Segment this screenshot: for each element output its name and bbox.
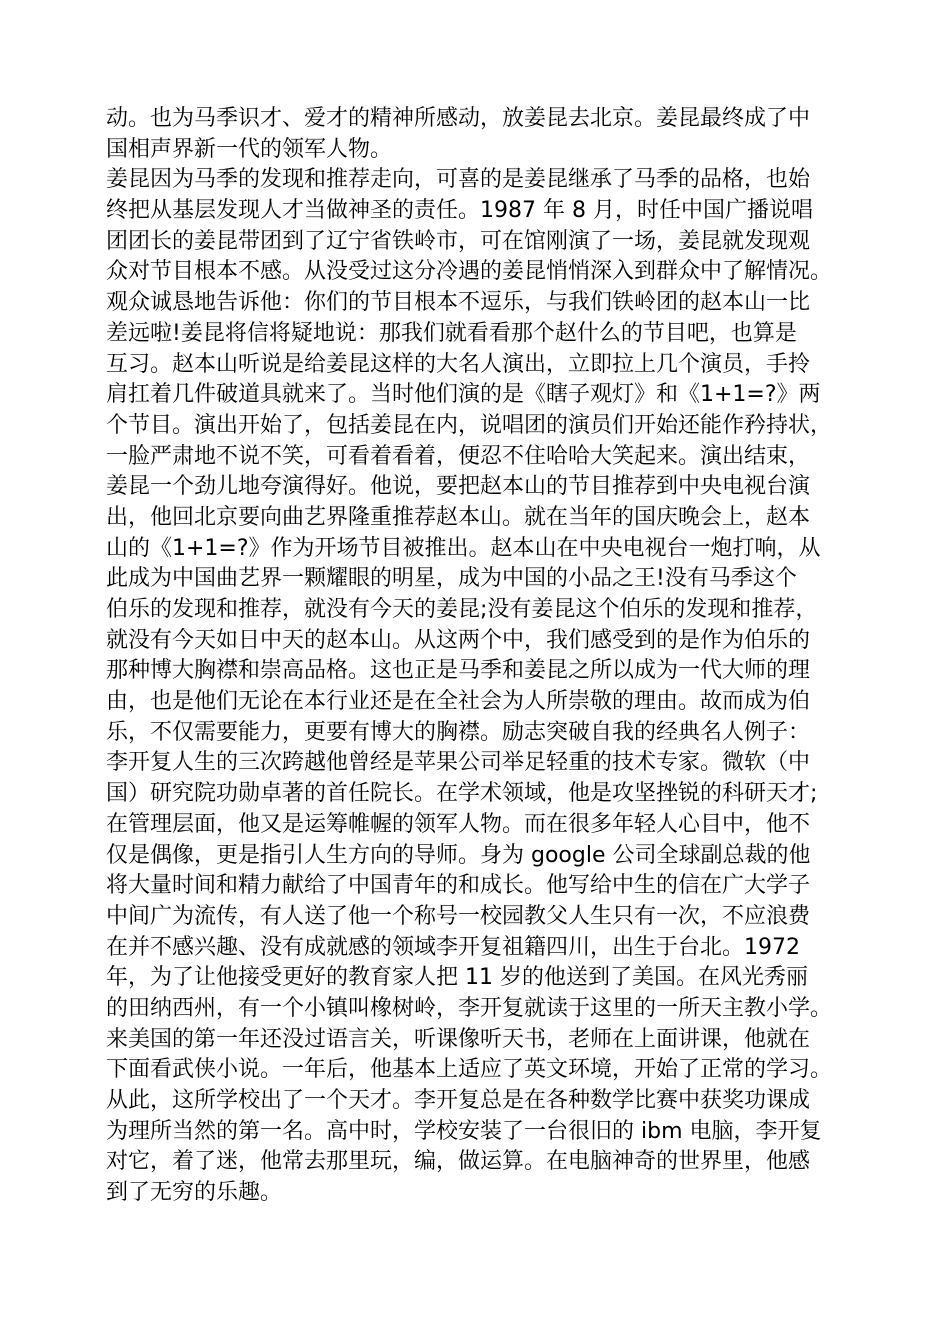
text-line: 终把从基层发现人才当做神圣的责任。1987 年 8 月，时任中国广播说唱	[106, 198, 813, 224]
text-line: 那种博大胸襟和崇高品格。这也正是马季和姜昆之所以成为一代大师的理	[106, 658, 811, 684]
text-line: 年，为了让他接受更好的教育家人把 11 岁的他送到了美国。在风光秀丽	[106, 965, 808, 991]
text-line: 由，也是他们无论在本行业还是在全社会为人所崇敬的理由。故而成为伯	[106, 689, 811, 715]
text-line: 李开复人生的三次跨越他曾经是苹果公司举足轻重的技术专家。微软（中	[106, 750, 811, 776]
text-line: 将大量时间和精力献给了中国青年的和成长。他写给中生的信在广大学子	[106, 873, 811, 899]
text-line: 观众诚恳地告诉他：你们的节目根本不逗乐，与我们铁岭团的赵本山一比	[106, 290, 811, 316]
text-line: 出，他回北京要向曲艺界隆重推荐赵本山。就在当年的国庆晚会上，赵本	[106, 504, 811, 530]
text-line: 团团长的姜昆带团到了辽宁省铁岭市，可在馆刚演了一场，姜昆就发现观	[106, 228, 811, 254]
text-line: 一脸严肃地不说不笑，可看着看着，便忍不住哈哈大笑起来。演出结束，	[106, 443, 811, 469]
text-line: 下面看武侠小说。一年后，他基本上适应了英文环境，开始了正常的学习。	[106, 1057, 833, 1083]
text-line: 个节目。演出开始了，包括姜昆在内，说唱团的演员们开始还能作矜持状，	[106, 412, 833, 438]
text-line: 姜昆一个劲儿地夸演得好。他说，要把赵本山的节目推荐到中央电视台演	[106, 474, 811, 500]
text-line: 互习。赵本山听说是给姜昆这样的大名人演出，立即拉上几个演员，手拎	[106, 351, 811, 377]
text-line: 在管理层面，他又是运筹帷幄的领军人物。而在很多年轻人心目中，他不	[106, 811, 811, 837]
text-line: 肩扛着几件破道具就来了。当时他们演的是《瞎子观灯》和《1+1=?》两	[106, 382, 821, 408]
text-line: 在并不感兴趣、没有成就感的领域李开复祖籍四川，出生于台北。1972	[106, 934, 800, 960]
body-text	[106, 104, 876, 1209]
text-line: 姜昆因为马季的发现和推荐走向，可喜的是姜昆继承了马季的品格，也始	[106, 167, 811, 193]
text-line: 国）研究院功勋卓著的首任院长。在学术领域，他是攻坚挫锐的科研天才;	[106, 781, 818, 807]
text-line: 动。也为马季识才、爱才的精神所感动，放姜昆去北京。姜昆最终成了中	[106, 106, 811, 131]
text-line: 就没有今天如日中天的赵本山。从这两个中，我们感受到的是作为伯乐的	[106, 627, 811, 653]
text-line: 此成为中国曲艺界一颗耀眼的明星，成为中国的小品之王!没有马季这个	[106, 566, 797, 592]
text-line: 伯乐的发现和推荐，就没有今天的姜昆;没有姜昆这个伯乐的发现和推荐，	[106, 597, 818, 622]
text-line: 来美国的第一年还没过语言关，听课像听天书，老师在上面讲课，他就在	[106, 1026, 811, 1052]
text-line: 的田纳西州，有一个小镇叫橡树岭，李开复就读于这里的一所天主教小学。	[106, 995, 833, 1021]
text-line: 差远啦!姜昆将信将疑地说：那我们就看看那个赵什么的节目吧，也算是	[106, 320, 797, 346]
text-line: 国相声界新一代的领军人物。	[106, 136, 393, 162]
text-line: 中间广为流传，有人送了他一个称号一校园教父人生只有一次，不应浪费	[106, 903, 811, 929]
text-line: 到了无穷的乐趣。	[106, 1180, 283, 1206]
text-line: 从此，这所学校出了一个天才。李开复总是在各种数学比赛中获奖功课成	[106, 1088, 811, 1113]
text-line: 仅是偶像，更是指引人生方向的导师。身为 google 公司全球副总裁的他	[106, 842, 811, 868]
text-line: 对它，着了迷，他常去那里玩，编，做运算。在电脑神奇的世界里，他感	[106, 1149, 811, 1175]
text-line: 为理所当然的第一名。高中时，学校安装了一台很旧的 ibm 电脑，李开复	[106, 1118, 822, 1144]
text-line: 山的《1+1=?》作为开场节目被推出。赵本山在中央电视台一炮打响，从	[106, 535, 821, 561]
text-line: 乐，不仅需要能力，更要有博大的胸襟。励志突破自我的经典名人例子：	[106, 719, 811, 745]
text-line: 众对节目根本不感。从没受过这分冷遇的姜昆悄悄深入到群众中了解情况。	[106, 259, 833, 285]
